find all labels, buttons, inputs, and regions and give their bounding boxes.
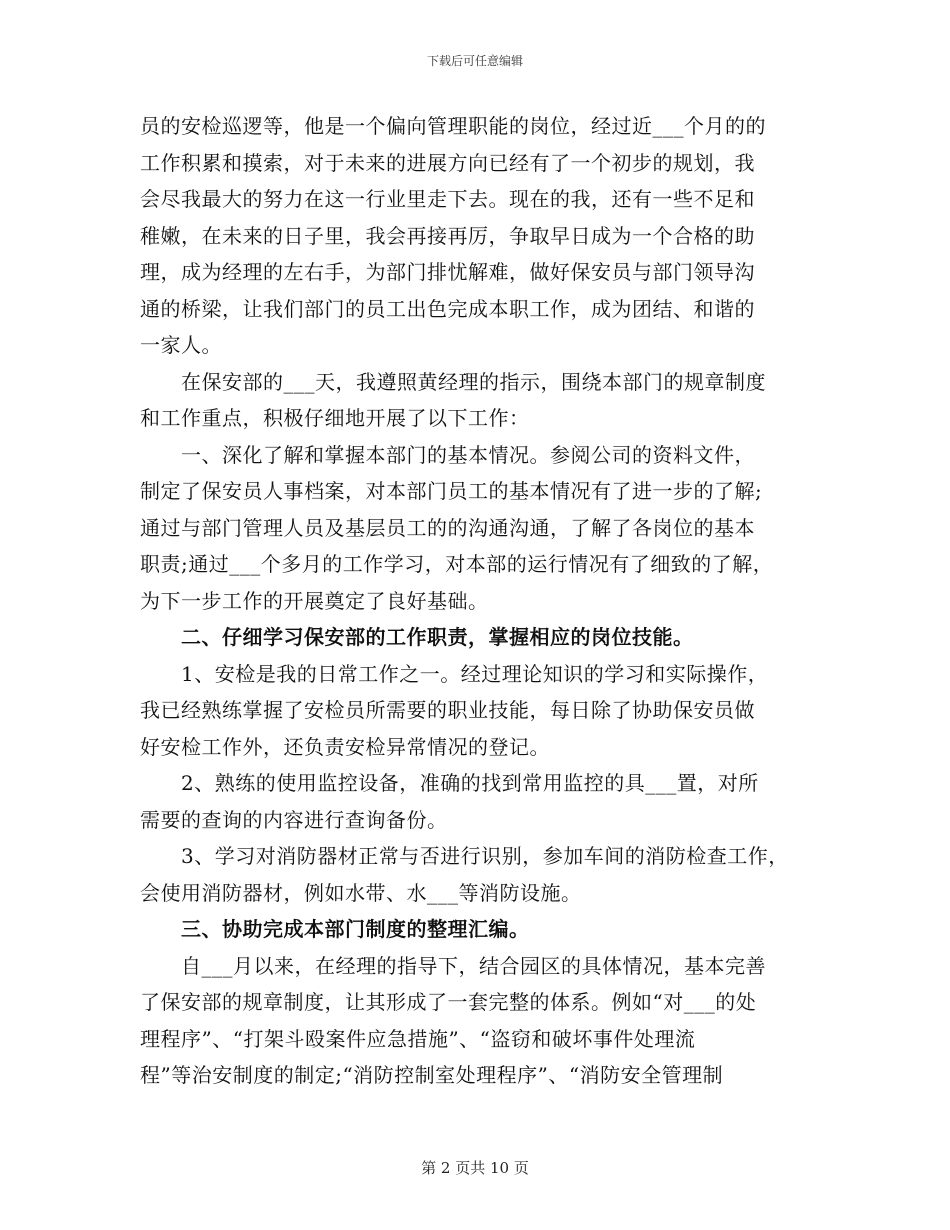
paragraph-line: 通的桥梁，让我们部门的员工出色完成本职工作，成为团结、和谐的 bbox=[140, 296, 755, 321]
paragraph-line: 会使用消防器材，例如水带、水___等消防设施。 bbox=[140, 880, 582, 905]
paragraph-line: 稚嫩，在未来的日子里，我会再接再厉，争取早日成为一个合格的助 bbox=[140, 223, 755, 248]
page-footer: 第 2 页共 10 页 bbox=[421, 1159, 529, 1177]
paragraph-line: 2、熟练的使用监控设备，准确的找到常用监控的具___置，对所 bbox=[140, 771, 759, 795]
paragraph-line: 好安检工作外，还负责安检异常情况的登记。 bbox=[140, 734, 550, 759]
paragraph-line: 和工作重点，积极仔细地开展了以下工作： bbox=[140, 406, 530, 430]
paragraph-line: 我已经熟练掌握了安检员所需要的职业技能，每日除了协助保安员做 bbox=[140, 698, 755, 722]
paragraph-line: 了保安部的规章制度，让其形成了一套完整的体系。例如“对___的处 bbox=[140, 990, 757, 1014]
paragraph-line: 理程序”、“打架斗殴案件应急措施”、“盗窃和破坏事件处理流 bbox=[140, 1026, 696, 1051]
paragraph-line: 一、深化了解和掌握本部门的基本情况。参阅公司的资料文件， bbox=[140, 442, 755, 467]
section-heading-line: 三、协助完成本部门制度的整理汇编。 bbox=[140, 917, 530, 941]
paragraph-line: 程”等治安制度的制定;“消防控制室处理程序”、“消防安全管理制 bbox=[140, 1063, 724, 1087]
paragraph-line: 制定了保安员人事档案，对本部门员工的基本情况有了进一步的了解; bbox=[140, 479, 763, 503]
paragraph-line: 3、学习对消防器材正常与否进行识别，参加车间的消防检查工作， bbox=[140, 844, 789, 868]
section-heading-line: 二、仔细学习保安部的工作职责，掌握相应的岗位技能。 bbox=[140, 625, 694, 649]
paragraph-line: 需要的查询的内容进行查询备份。 bbox=[140, 807, 448, 832]
page-header: 下载后可任意编辑 bbox=[426, 54, 523, 68]
paragraph-line: 工作积累和摸索，对于未来的进展方向已经有了一个初步的规划，我 bbox=[140, 150, 755, 175]
document-body bbox=[140, 108, 820, 1094]
paragraph-line: 职责;通过___个多月的工作学习，对本部的运行情况有了细致的了解， bbox=[140, 552, 774, 576]
paragraph-line: 自___月以来，在经理的指导下，结合园区的具体情况，基本完善 bbox=[140, 953, 766, 978]
paragraph-line: 一家人。 bbox=[140, 333, 222, 357]
paragraph-line: 理，成为经理的左右手，为部门排忧解难，做好保安员与部门领导沟 bbox=[140, 260, 755, 284]
paragraph-line: 为下一步工作的开展奠定了良好基础。 bbox=[140, 588, 489, 613]
paragraph-line: 1、安检是我的日常工作之一。经过理论知识的学习和实际操作， bbox=[140, 661, 769, 686]
paragraph-line: 员的安检巡逻等，他是一个偏向管理职能的岗位，经过近___个月的的 bbox=[140, 114, 766, 138]
paragraph-line: 会尽我最大的努力在这一行业里走下去。现在的我，还有一些不足和 bbox=[140, 187, 755, 211]
paragraph-line: 通过与部门管理人员及基层员工的的沟通沟通，了解了各岗位的基本 bbox=[140, 515, 755, 540]
paragraph-line: 在保安部的___天，我遵照黄经理的指示，围绕本部门的规章制度 bbox=[140, 369, 766, 394]
